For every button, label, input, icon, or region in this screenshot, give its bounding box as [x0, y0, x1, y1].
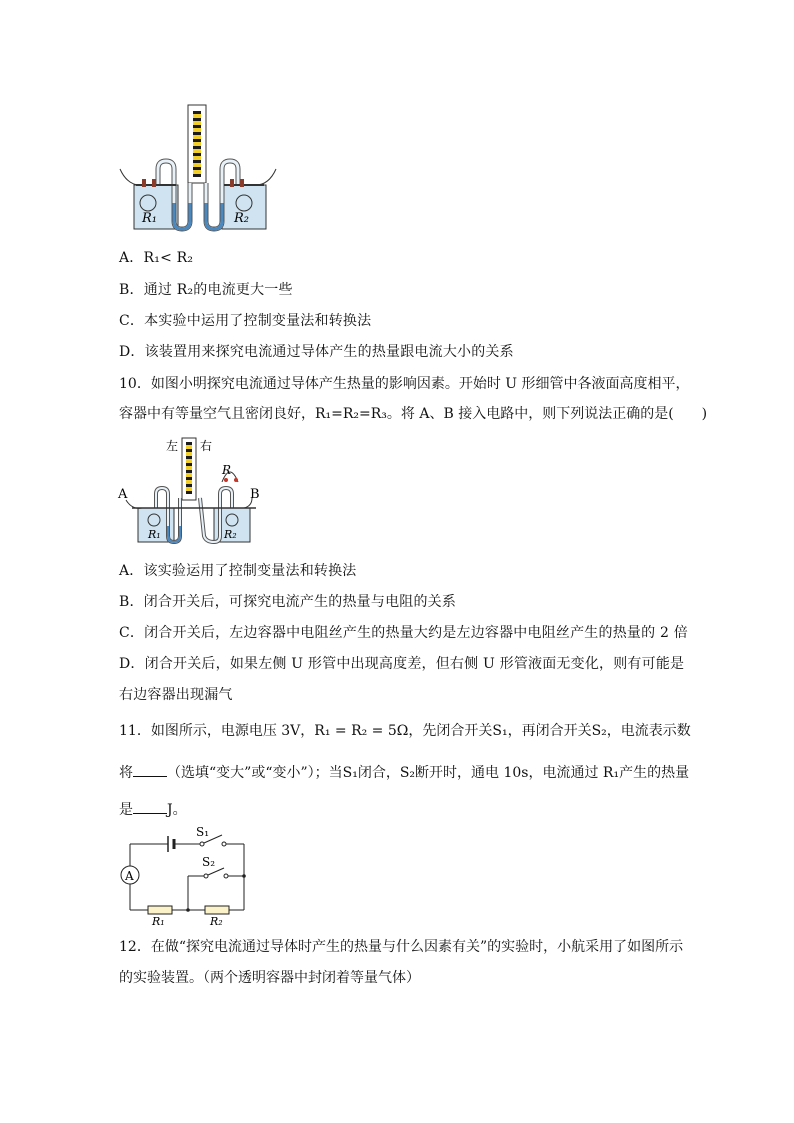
- q10-option-a: A．该实验运用了控制变量法和转换法: [119, 563, 357, 579]
- fig2-label-left: 左: [166, 439, 179, 453]
- q9-option-d: D．该装置用来探究电流通过导体产生的热量跟电流大小的关系: [119, 344, 514, 360]
- fig2-label-r2: R₂: [224, 528, 237, 541]
- q10-stem-line1: 10．如图小明探究电流通过导体产生热量的影响因素。开始时 U 形细管中各液面高度相平，: [119, 376, 690, 392]
- figure-u-tube-apparatus-1: [118, 103, 278, 233]
- q10-option-d-cont: 右边容器出现漏气: [119, 687, 233, 703]
- fig2-label-r3: R: [222, 463, 232, 477]
- q11-stem-line1: 11．如图所示，电源电压 3V，R₁ = R₂ = 5Ω，先闭合开关S₁，再闭合开关S₂，电流表示数: [119, 723, 691, 739]
- q11-stem-line3: [119, 801, 187, 819]
- resistor-r1: [148, 906, 172, 914]
- q11-line3-prefix: 是: [119, 802, 133, 818]
- q11-blank-2[interactable]: [133, 801, 167, 814]
- q9-option-a: A．R₁< R₂: [119, 250, 194, 266]
- fig1-label-r1: R₁: [142, 211, 157, 226]
- q10-option-b: B．闭合开关后，可探究电流产生的热量与电阻的关系: [119, 594, 457, 610]
- figure-circuit-diagram: [118, 824, 253, 928]
- q11-stem-line2: [119, 764, 689, 782]
- fig1-label-r2: R₂: [234, 211, 249, 226]
- q12-stem-line1: 12．在做“探究电流通过导体时产生的热量与什么因素有关”的实验时，小航采用了如图所示: [119, 939, 684, 955]
- circuit-label-r2: R₂: [210, 915, 223, 928]
- resistor-r2: [205, 906, 229, 914]
- circuit-label-ammeter: A: [125, 869, 134, 883]
- q9-option-b: B．通过 R₂的电流更大一些: [119, 282, 293, 298]
- q10-stem-line2: 容器中有等量空气且密闭良好，R₁=R₂=R₃。将 A、B 接入电路中，则下列说法正确的是( ): [119, 406, 708, 422]
- fig2-label-b: B: [250, 487, 260, 502]
- fig2-label-r1: R₁: [148, 528, 161, 541]
- figure-u-tube-apparatus-2: [118, 436, 278, 546]
- q10-option-d: D．闭合开关后，如果左侧 U 形管中出现高度差，但右侧 U 形管液面无变化，则有可能是: [119, 656, 685, 672]
- q11-line2-prefix: 将: [119, 765, 133, 781]
- q10-option-c: C．闭合开关后，左边容器中电阻丝产生的热量大约是左边容器中电阻丝产生的热量的 2 倍: [119, 625, 688, 641]
- circuit-label-r1: R₁: [152, 915, 165, 928]
- q11-line2-text: （选填“变大”或“变小”）；当S₁闭合，S₂断开时，通电 10s，电流通过 R₁产生的热量: [167, 765, 690, 781]
- fig2-label-a: A: [118, 487, 128, 502]
- q9-option-c: C．本实验中运用了控制变量法和转换法: [119, 313, 372, 329]
- q12-stem-line2: 的实验装置。（两个透明容器中封闭着等量气体）: [119, 970, 420, 986]
- q11-blank-1[interactable]: [133, 764, 167, 777]
- circuit-label-s2: S₂: [202, 855, 216, 869]
- fig2-label-right: 右: [200, 439, 213, 453]
- q11-line3-suffix: J。: [167, 802, 187, 818]
- circuit-label-s1: S₁: [196, 825, 210, 839]
